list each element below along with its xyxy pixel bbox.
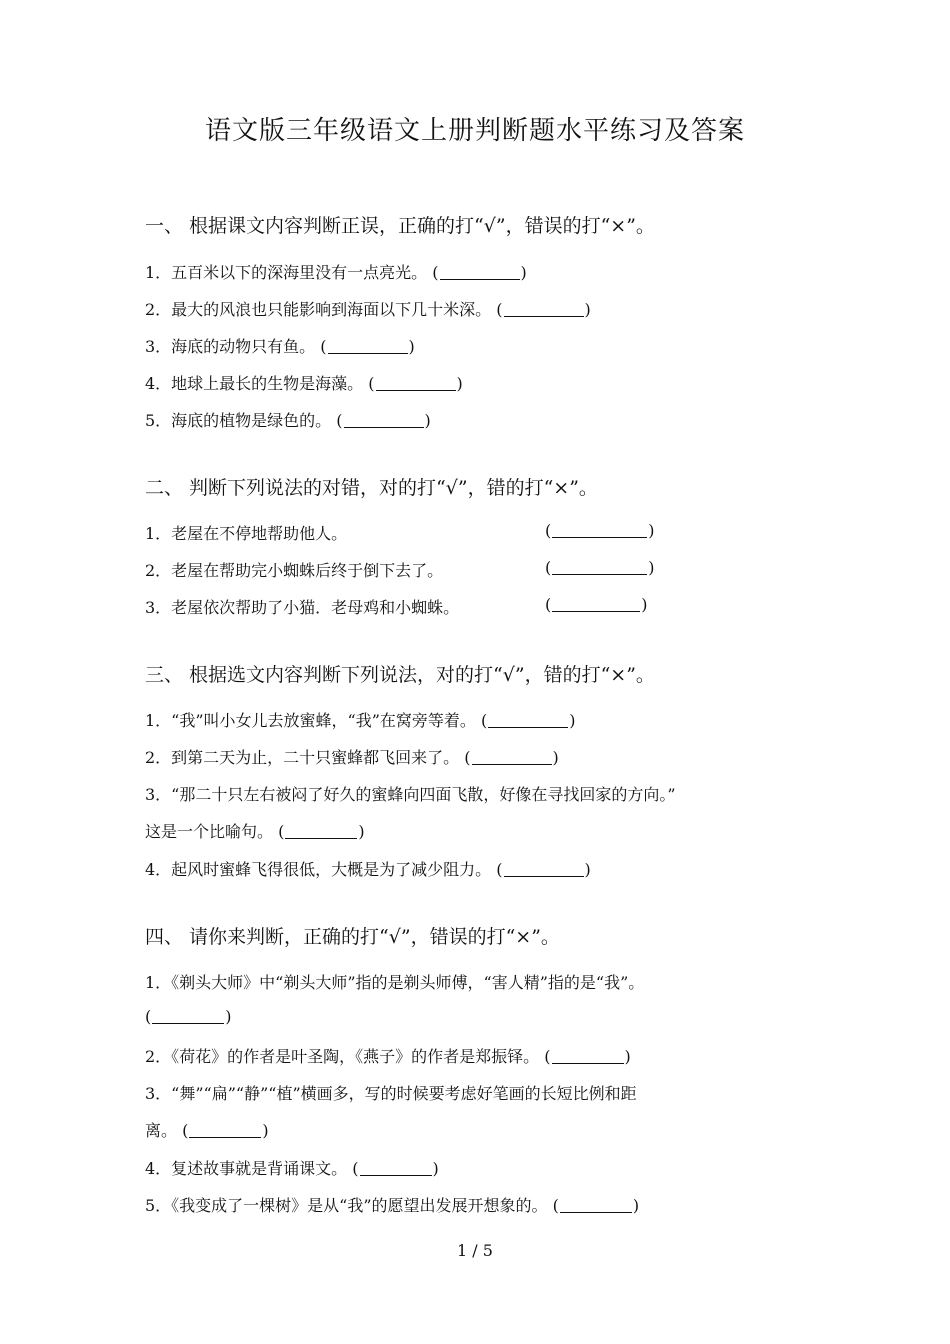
section-heading-1: 一、 根据课文内容判断正误，正确的打“√”，错误的打“×”。 <box>145 215 655 237</box>
section-heading-3: 三、 根据选文内容判断下列说法，对的打“√”，错的打“×”。 <box>145 664 655 686</box>
question-item-continued: 离。 ( ) <box>145 1121 269 1140</box>
answer-blank[interactable] <box>360 1174 432 1176</box>
question-item: 4．起风时蜜蜂飞得很低，大概是为了减少阻力。 ( ) <box>145 860 591 879</box>
question-item-continued: ( ) <box>145 1007 232 1026</box>
page-number: 1 / 5 <box>457 1241 493 1260</box>
answer-slot: ( ) <box>545 521 655 540</box>
question-item: 1．五百米以下的深海里没有一点亮光。 ( ) <box>145 263 527 282</box>
question-item-continued: 这是一个比喻句。 ( ) <box>145 822 365 841</box>
answer-blank[interactable] <box>440 278 520 280</box>
question-item: 3．“那二十只左右被闷了好久的蜜蜂向四面飞散，好像在寻找回家的方向。” <box>145 785 676 804</box>
answer-blank[interactable] <box>152 1022 224 1024</box>
answer-blank[interactable] <box>560 1211 632 1213</box>
answer-blank[interactable] <box>376 389 456 391</box>
question-item: 2．到第二天为止，二十只蜜蜂都飞回来了。 ( ) <box>145 748 559 767</box>
question-item: 2．《荷花》的作者是叶圣陶，《燕子》的作者是郑振铎。 ( ) <box>145 1047 631 1066</box>
answer-blank[interactable] <box>504 315 584 317</box>
question-item: 5．《我变成了一棵树》是从“我”的愿望出发展开想象的。 ( ) <box>145 1196 640 1215</box>
question-item: 3．海底的动物只有鱼。 ( ) <box>145 337 415 356</box>
question-item: 1．老屋在不停地帮助他人。 <box>145 524 348 543</box>
question-item: 3．老屋依次帮助了小猫．老母鸡和小蜘蛛。 <box>145 598 460 617</box>
answer-blank[interactable] <box>328 352 408 354</box>
answer-blank[interactable] <box>504 875 584 877</box>
question-item: 5．海底的植物是绿色的。 ( ) <box>145 411 431 430</box>
section-heading-4: 四、 请你来判断，正确的打“√”，错误的打“×”。 <box>145 926 560 948</box>
answer-blank[interactable] <box>472 763 552 765</box>
question-item: 2．最大的风浪也只能影响到海面以下几十米深。 ( ) <box>145 300 591 319</box>
answer-blank[interactable] <box>285 837 357 839</box>
question-item: 4．地球上最长的生物是海藻。 ( ) <box>145 374 463 393</box>
answer-slot: ( ) <box>545 595 648 614</box>
answer-slot: ( ) <box>545 558 655 577</box>
answer-blank[interactable] <box>552 573 647 575</box>
document-title: 语文版三年级语文上册判断题水平练习及答案 <box>204 116 745 146</box>
question-item: 4．复述故事就是背诵课文。 ( ) <box>145 1159 439 1178</box>
question-item: 1．“我”叫小女儿去放蜜蜂，“我”在窝旁等着。 ( ) <box>145 711 576 730</box>
answer-blank[interactable] <box>488 726 568 728</box>
question-item: 3．“舞”“扁”“静”“植”横画多，写的时候要考虑好笔画的长短比例和距 <box>145 1084 637 1103</box>
answer-blank[interactable] <box>552 536 647 538</box>
question-item: 2．老屋在帮助完小蜘蛛后终于倒下去了。 <box>145 561 444 580</box>
answer-blank[interactable] <box>344 426 424 428</box>
section-heading-2: 二、 判断下列说法的对错，对的打“√”，错的打“×”。 <box>145 477 598 499</box>
answer-blank[interactable] <box>189 1136 261 1138</box>
answer-blank[interactable] <box>552 610 640 612</box>
question-item: 1．《剃头大师》中“剃头大师”指的是剃头师傅，“害人精”指的是“我”。 <box>145 973 645 992</box>
answer-blank[interactable] <box>552 1062 624 1064</box>
